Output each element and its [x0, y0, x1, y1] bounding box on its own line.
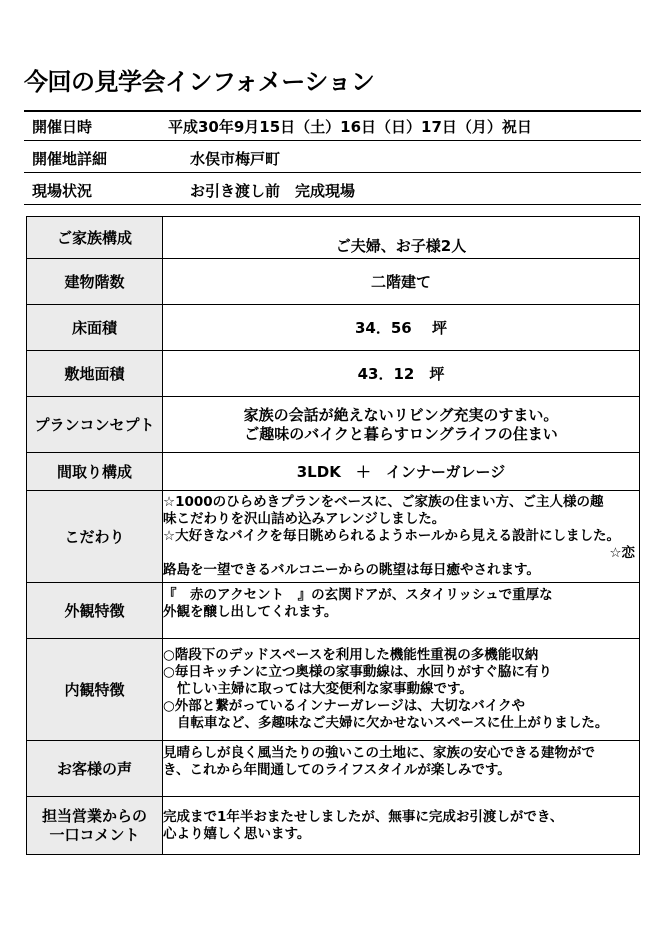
text-line: 味こだわりを沢山詰め込みアレンジしました。 [163, 511, 446, 527]
text-line: ○毎日キッチンに立つ奥様の家事動線は、水回りがすぐ脇に有り [163, 664, 552, 680]
text-line: 心より嬉しく思います。 [163, 825, 311, 842]
text-line: 見晴らしが良く風当たりの強いこの土地に、家族の安心できる建物がで [163, 745, 595, 761]
row-label-line: 担当営業からの [41, 806, 147, 825]
text-line: き、これから年間通してのライフスタイルが楽しみです。 [163, 762, 511, 778]
row-value [163, 741, 640, 797]
text-line: 完成まで1年半おまたせしましたが、無事に完成お引渡しができ、 [163, 808, 564, 825]
text-line: ☆恋 [609, 545, 635, 561]
property-details-table [26, 216, 640, 855]
text-line: 自転車など、多趣味なご夫婦に欠かせないスペースに仕上がりました。 [177, 715, 609, 731]
table-row [27, 639, 640, 741]
text-line: 外観を醸し出してくれます。 [163, 604, 338, 620]
info-row-date [24, 110, 641, 141]
text-line: ○外部と繋がっているインナーガレージは、大切なバイクや [163, 698, 525, 714]
table-row [27, 491, 640, 583]
row-value [163, 639, 640, 741]
table-row [27, 305, 640, 351]
table-row [27, 797, 640, 855]
text-line: ☆大好きなバイクを毎日眺められるようホールから見える設計にしました。 [163, 528, 621, 544]
info-row-status [24, 176, 641, 205]
row-value [163, 797, 640, 855]
row-label: こだわり [27, 491, 163, 583]
text-line: 『 赤のアクセント 』の玄関ドアが、スタイリッシュで重厚な [163, 587, 553, 603]
row-label: お客様の声 [27, 741, 163, 797]
concept-line: ご趣味のバイクと暮らすロングライフの住まい [244, 424, 558, 443]
row-value: 43．12 坪 [163, 351, 640, 397]
row-label: 敷地面積 [27, 351, 163, 397]
table-row [27, 741, 640, 797]
concept-line: 家族の会話が絶えないリビング充実のすまい。 [243, 405, 559, 424]
info-label: 現場状況 [32, 182, 93, 200]
row-value [163, 583, 640, 639]
table-row [27, 351, 640, 397]
table-row [27, 259, 640, 305]
info-value: 平成30年9月15日（土）16日（日）17日（月）祝日 [168, 118, 532, 136]
table-row [27, 397, 640, 453]
text-line: ☆1000のひらめきプランをベースに、ご家族の住まい方、ご主人様の趣 [163, 494, 604, 510]
row-label: 床面積 [27, 305, 163, 351]
info-value: 水俣市梅戸町 [190, 150, 281, 168]
page-title: 今回の見学会インフォメーション [24, 68, 375, 96]
info-label: 開催日時 [32, 118, 93, 136]
table-row [27, 583, 640, 639]
table-row [27, 453, 640, 491]
row-value: 二階建て [163, 259, 640, 305]
row-label: 建物階数 [27, 259, 163, 305]
text-line: ○階段下のデッドスペースを利用した機能性重視の多機能収納 [163, 647, 539, 663]
row-value: 34．56 坪 [163, 305, 640, 351]
row-label: 内観特徴 [27, 639, 163, 741]
table-row [27, 217, 640, 259]
row-value [163, 397, 640, 453]
row-label: 外観特徴 [27, 583, 163, 639]
row-label: ご家族構成 [27, 217, 163, 259]
row-value: 3LDK ＋ インナーガレージ [163, 453, 640, 491]
text-line: 忙しい主婦に取っては大変便利な家事動線です。 [177, 681, 473, 697]
row-label: 間取り構成 [27, 453, 163, 491]
row-label-line: 一口コメント [49, 825, 140, 844]
row-value [163, 491, 640, 583]
text-line: 路島を一望できるバルコニーからの眺望は毎日癒やされます。 [163, 562, 540, 578]
row-label [27, 797, 163, 855]
info-label: 開催地詳細 [32, 150, 108, 168]
row-value: ご夫婦、お子様2人 [163, 217, 640, 259]
info-row-location [24, 144, 641, 173]
info-value: お引き渡し前 完成現場 [190, 182, 356, 200]
row-label: プランコンセプト [27, 397, 163, 453]
